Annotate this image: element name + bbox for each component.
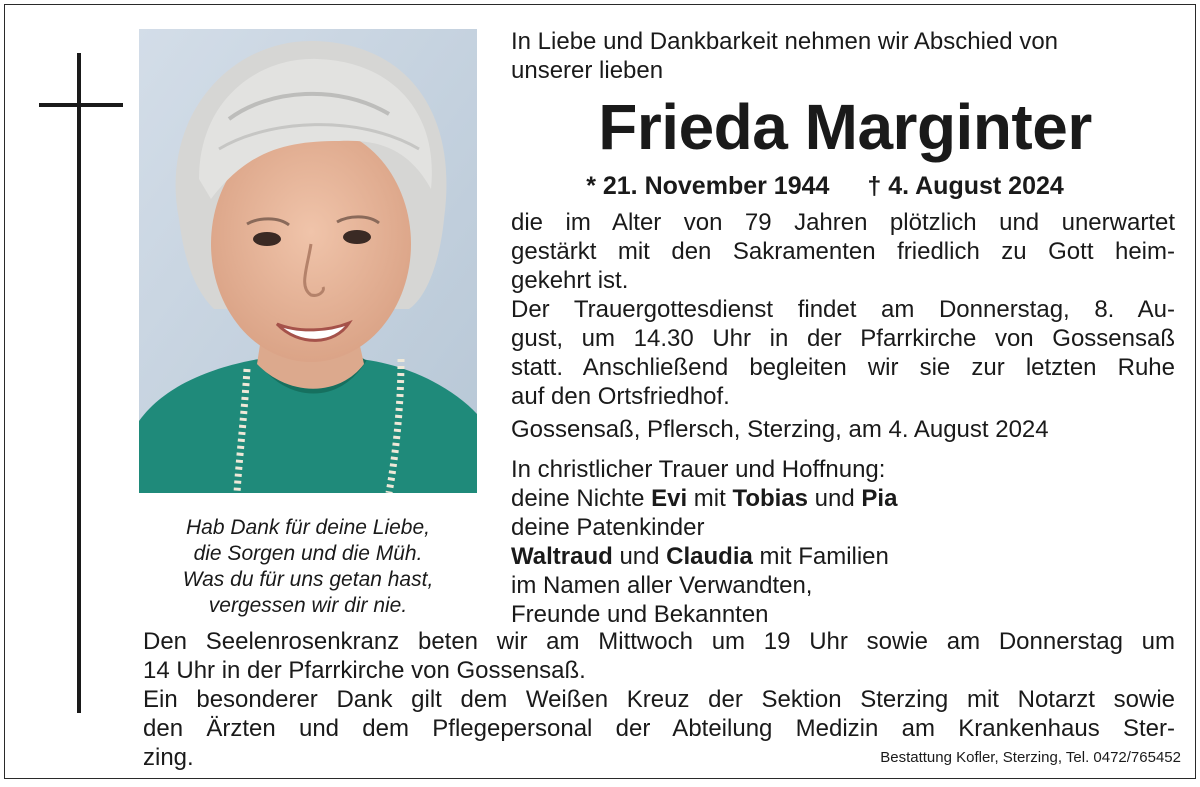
intro-text <box>511 27 1171 85</box>
memorial-poem <box>139 515 477 619</box>
notice-line: Der Trauergottesdienst findet am Donnerstag, 8. Au- <box>511 296 1175 323</box>
mourner-name: Waltraud <box>511 543 613 570</box>
poem-line: Was du für uns getan hast, <box>182 568 434 591</box>
notice-line: gestärkt mit den Sakramenten friedlich zu Gott heim- <box>511 238 1175 265</box>
poem-line: die Sorgen und die Müh. <box>193 542 423 565</box>
death-date: † 4. August 2024 <box>867 172 1064 200</box>
bottom-line: 14 Uhr in der Pfarrkirche von Gossensaß. <box>143 657 586 684</box>
poem-line: Hab Dank für deine Liebe, <box>186 516 430 539</box>
bottom-line: den Ärzten und dem Pflegepersonal der Abteilung Medizin am Krankenhaus Ster- <box>143 715 1175 742</box>
mourners-line: In christlicher Trauer und Hoffnung: <box>511 456 886 483</box>
notice-text <box>511 208 1175 411</box>
mourner-name: Claudia <box>666 543 753 570</box>
birth-date: * 21. November 1944 <box>586 172 830 200</box>
life-dates <box>485 170 1165 202</box>
intro-line: In Liebe und Dankbarkeit nehmen wir Abschied von <box>511 28 1059 55</box>
mourner-name: Pia <box>861 485 898 512</box>
mourners-text: und <box>808 485 862 512</box>
notice-line: auf den Ortsfriedhof. <box>511 383 730 410</box>
mourner-name: Tobias <box>732 485 809 512</box>
bottom-line: Ein besonderer Dank gilt dem Weißen Kreuz der Sektion Sterzing mit Notarzt sowie <box>143 686 1175 713</box>
mourner-name: Evi <box>651 485 688 512</box>
mourners-line <box>511 484 1175 513</box>
mourners-list <box>511 455 1175 629</box>
mourners-text: deine Nichte <box>511 485 652 512</box>
funeral-home-credit: Bestattung Kofler, Sterzing, Tel. 0472/765452 <box>880 749 1181 766</box>
place-date-text: Gossensaß, Pflersch, Sterzing, am 4. August 2024 <box>511 416 1049 443</box>
intro-line: unserer lieben <box>511 57 664 84</box>
mourners-line: deine Patenkinder <box>511 514 705 541</box>
deceased-name: Frieda Marginter <box>598 91 1092 163</box>
portrait-photo <box>139 29 477 493</box>
mourners-line: im Namen aller Verwandten, <box>511 572 813 599</box>
notice-line: gekehrt ist. <box>511 267 629 294</box>
obituary-notice <box>4 4 1196 779</box>
poem-line: vergessen wir dir nie. <box>208 594 408 617</box>
cross-icon <box>77 53 81 713</box>
mourners-text: mit Familien <box>752 543 889 570</box>
notice-line: statt. Anschließend begleiten wir sie zur letzten Ruhe <box>511 354 1175 381</box>
mourners-line <box>511 542 1175 571</box>
notice-line: die im Alter von 79 Jahren plötzlich und unerwartet <box>511 209 1175 236</box>
mourners-text: mit <box>687 485 733 512</box>
notice-line: gust, um 14.30 Uhr in der Pfarrkirche von Gossensaß <box>511 325 1175 352</box>
mourners-text: und <box>612 543 667 570</box>
mourners-line: Freunde und Bekannten <box>511 601 769 628</box>
place-date <box>511 415 1175 444</box>
bottom-line: zing. <box>143 744 194 771</box>
bottom-line: Den Seelenrosenkranz beten wir am Mittwoch um 19 Uhr sowie am Donnerstag um <box>143 628 1175 655</box>
cross-icon-bar <box>39 103 123 107</box>
